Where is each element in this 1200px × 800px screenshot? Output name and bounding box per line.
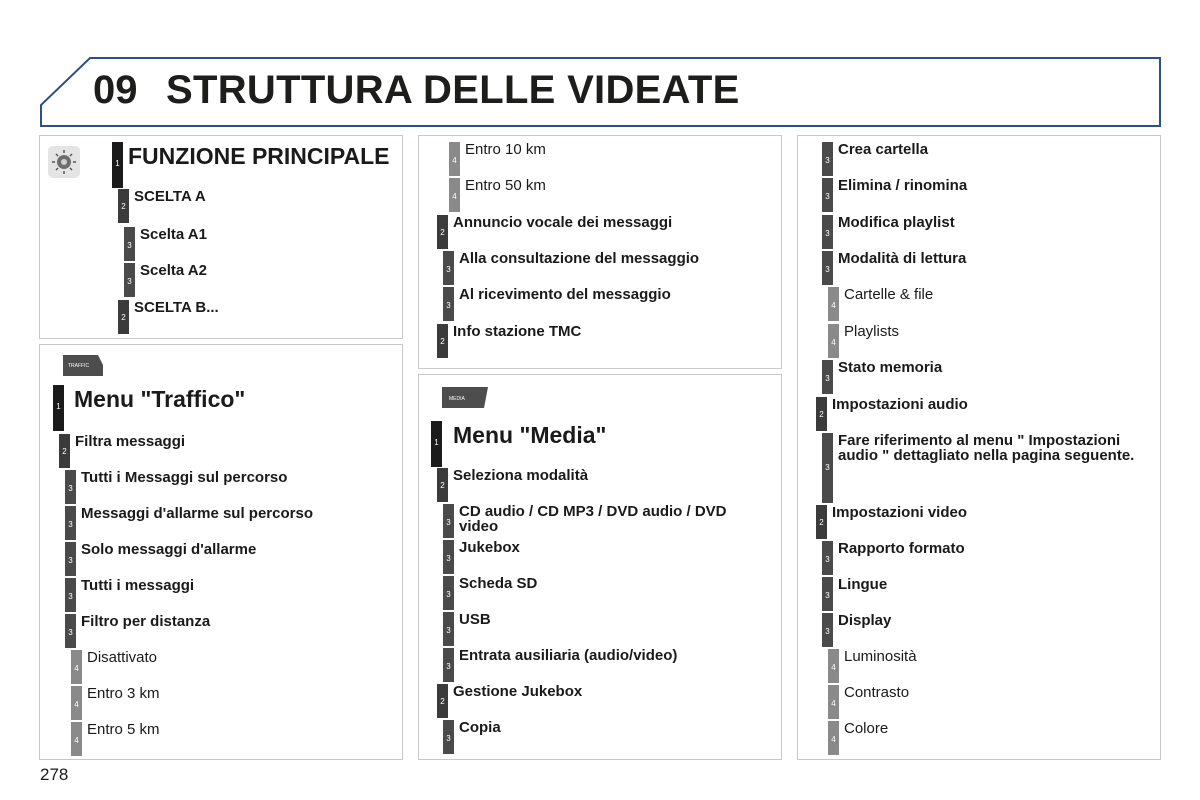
level-marker: 4 — [828, 649, 839, 683]
item-label: Scelta A2 — [140, 262, 207, 279]
item-label: Entro 50 km — [465, 177, 546, 194]
item-label: Copia — [459, 719, 501, 736]
level-marker: 3 — [443, 540, 454, 574]
item-label: Playlists — [844, 323, 900, 340]
level-marker: 4 — [449, 178, 460, 212]
item-label: Crea cartella — [838, 141, 929, 158]
item-label: Messaggi d'allarme sul percorso — [81, 505, 313, 522]
item-label: Modalità di lettura — [838, 250, 967, 267]
item-label: SCELTA A — [134, 188, 206, 205]
level-marker: 3 — [822, 360, 833, 394]
level-marker: 4 — [828, 287, 839, 321]
level-marker: 3 — [65, 506, 76, 540]
item-label: Solo messaggi d'allarme — [81, 541, 257, 558]
item-label: Scelta A1 — [140, 226, 207, 243]
level-marker: 3 — [124, 227, 135, 261]
item-label: Alla consultazione del messaggio — [459, 250, 700, 267]
chapter-number: 09 — [93, 68, 138, 112]
level-marker: 2 — [437, 684, 448, 718]
traffic-continued-panel — [418, 135, 782, 369]
svg-text:MEDIA: MEDIA — [449, 396, 465, 402]
level-marker: 3 — [822, 251, 833, 285]
level-marker: 3 — [443, 648, 454, 682]
level-marker: 4 — [71, 722, 82, 756]
level-marker: 3 — [822, 541, 833, 575]
level-marker: 2 — [437, 215, 448, 249]
level-marker: 1 — [112, 142, 123, 188]
level-marker: 3 — [822, 577, 833, 611]
level-marker: 4 — [828, 721, 839, 755]
level-marker: 3 — [822, 433, 833, 503]
level-marker: 3 — [443, 720, 454, 754]
item-label: Jukebox — [459, 539, 520, 556]
level-marker: 3 — [65, 542, 76, 576]
item-label: Entro 3 km — [87, 685, 160, 702]
level-marker: 3 — [124, 263, 135, 297]
item-label: Al ricevimento del messaggio — [459, 286, 671, 303]
item-label: USB — [459, 611, 491, 628]
level-marker: 2 — [59, 434, 70, 468]
traffic-panel — [39, 344, 403, 760]
item-label: Filtro per distanza — [81, 613, 211, 630]
level-marker: 2 — [437, 468, 448, 502]
level-marker: 3 — [443, 287, 454, 321]
level-marker: 4 — [828, 324, 839, 358]
item-label: Rapporto formato — [838, 540, 965, 557]
item-label: CD audio / CD MP3 / DVD audio / DVD video — [459, 503, 727, 535]
item-label: Disattivato — [87, 649, 158, 666]
level-marker: 3 — [822, 178, 833, 212]
level-marker: 1 — [53, 385, 64, 431]
svg-text:TRAFFIC: TRAFFIC — [68, 363, 90, 369]
item-label: Fare riferimento al menu " Impostazioni audio " dettagliato nella pagina seguente. — [838, 432, 1135, 464]
settings-knob-icon — [48, 146, 80, 183]
item-label: Seleziona modalità — [453, 467, 589, 484]
level-marker: 3 — [443, 576, 454, 610]
media-continued-panel — [797, 135, 1161, 760]
item-label: Entro 10 km — [465, 141, 546, 158]
menu-title: FUNZIONE PRINCIPALE — [128, 143, 390, 169]
item-label: Info stazione TMC — [453, 323, 582, 340]
item-label: Annuncio vocale dei messaggi — [453, 214, 673, 231]
menu-title: Menu "Traffico" — [74, 386, 246, 412]
level-marker: 4 — [449, 142, 460, 176]
level-marker: 2 — [118, 189, 129, 223]
level-marker: 3 — [822, 142, 833, 176]
level-marker: 1 — [431, 421, 442, 467]
item-label: Impostazioni video — [832, 504, 968, 521]
item-label: SCELTA B... — [134, 299, 219, 316]
item-label: Elimina / rinomina — [838, 177, 968, 194]
level-marker: 3 — [443, 251, 454, 285]
level-marker: 2 — [437, 324, 448, 358]
level-marker: 4 — [71, 686, 82, 720]
level-marker: 3 — [65, 470, 76, 504]
item-label: Contrasto — [844, 684, 910, 701]
level-marker: 3 — [65, 578, 76, 612]
level-marker: 3 — [443, 612, 454, 646]
item-label: Scheda SD — [459, 575, 538, 592]
level-marker: 2 — [118, 300, 129, 334]
level-marker: 3 — [443, 504, 454, 538]
level-marker: 4 — [71, 650, 82, 684]
level-marker: 3 — [822, 215, 833, 249]
item-label: Display — [838, 612, 892, 629]
item-label: Entrata ausiliaria (audio/video) — [459, 647, 678, 664]
item-label: Luminosità — [844, 648, 917, 665]
item-label: Modifica playlist — [838, 214, 955, 231]
level-marker: 2 — [816, 397, 827, 431]
item-label: Colore — [844, 720, 889, 737]
item-label: Lingue — [838, 576, 888, 593]
item-label: Stato memoria — [838, 359, 943, 376]
item-label: Impostazioni audio — [832, 396, 968, 413]
level-marker: 2 — [816, 505, 827, 539]
item-label: Filtra messaggi — [75, 433, 186, 450]
media-tab-icon — [441, 385, 489, 414]
level-marker: 4 — [828, 685, 839, 719]
traffic-tab-icon — [62, 353, 104, 382]
item-label: Gestione Jukebox — [453, 683, 583, 700]
level-marker: 3 — [65, 614, 76, 648]
item-label: Tutti i Messaggi sul percorso — [81, 469, 288, 486]
page-number: 278 — [40, 765, 69, 784]
media-panel — [418, 374, 782, 760]
menu-title: Menu "Media" — [453, 422, 607, 448]
item-label: Entro 5 km — [87, 721, 160, 738]
page-title: STRUTTURA DELLE VIDEATE — [166, 68, 740, 112]
legend-panel — [39, 135, 403, 339]
item-label: Cartelle & file — [844, 286, 934, 303]
item-label: Tutti i messaggi — [81, 577, 195, 594]
level-marker: 3 — [822, 613, 833, 647]
